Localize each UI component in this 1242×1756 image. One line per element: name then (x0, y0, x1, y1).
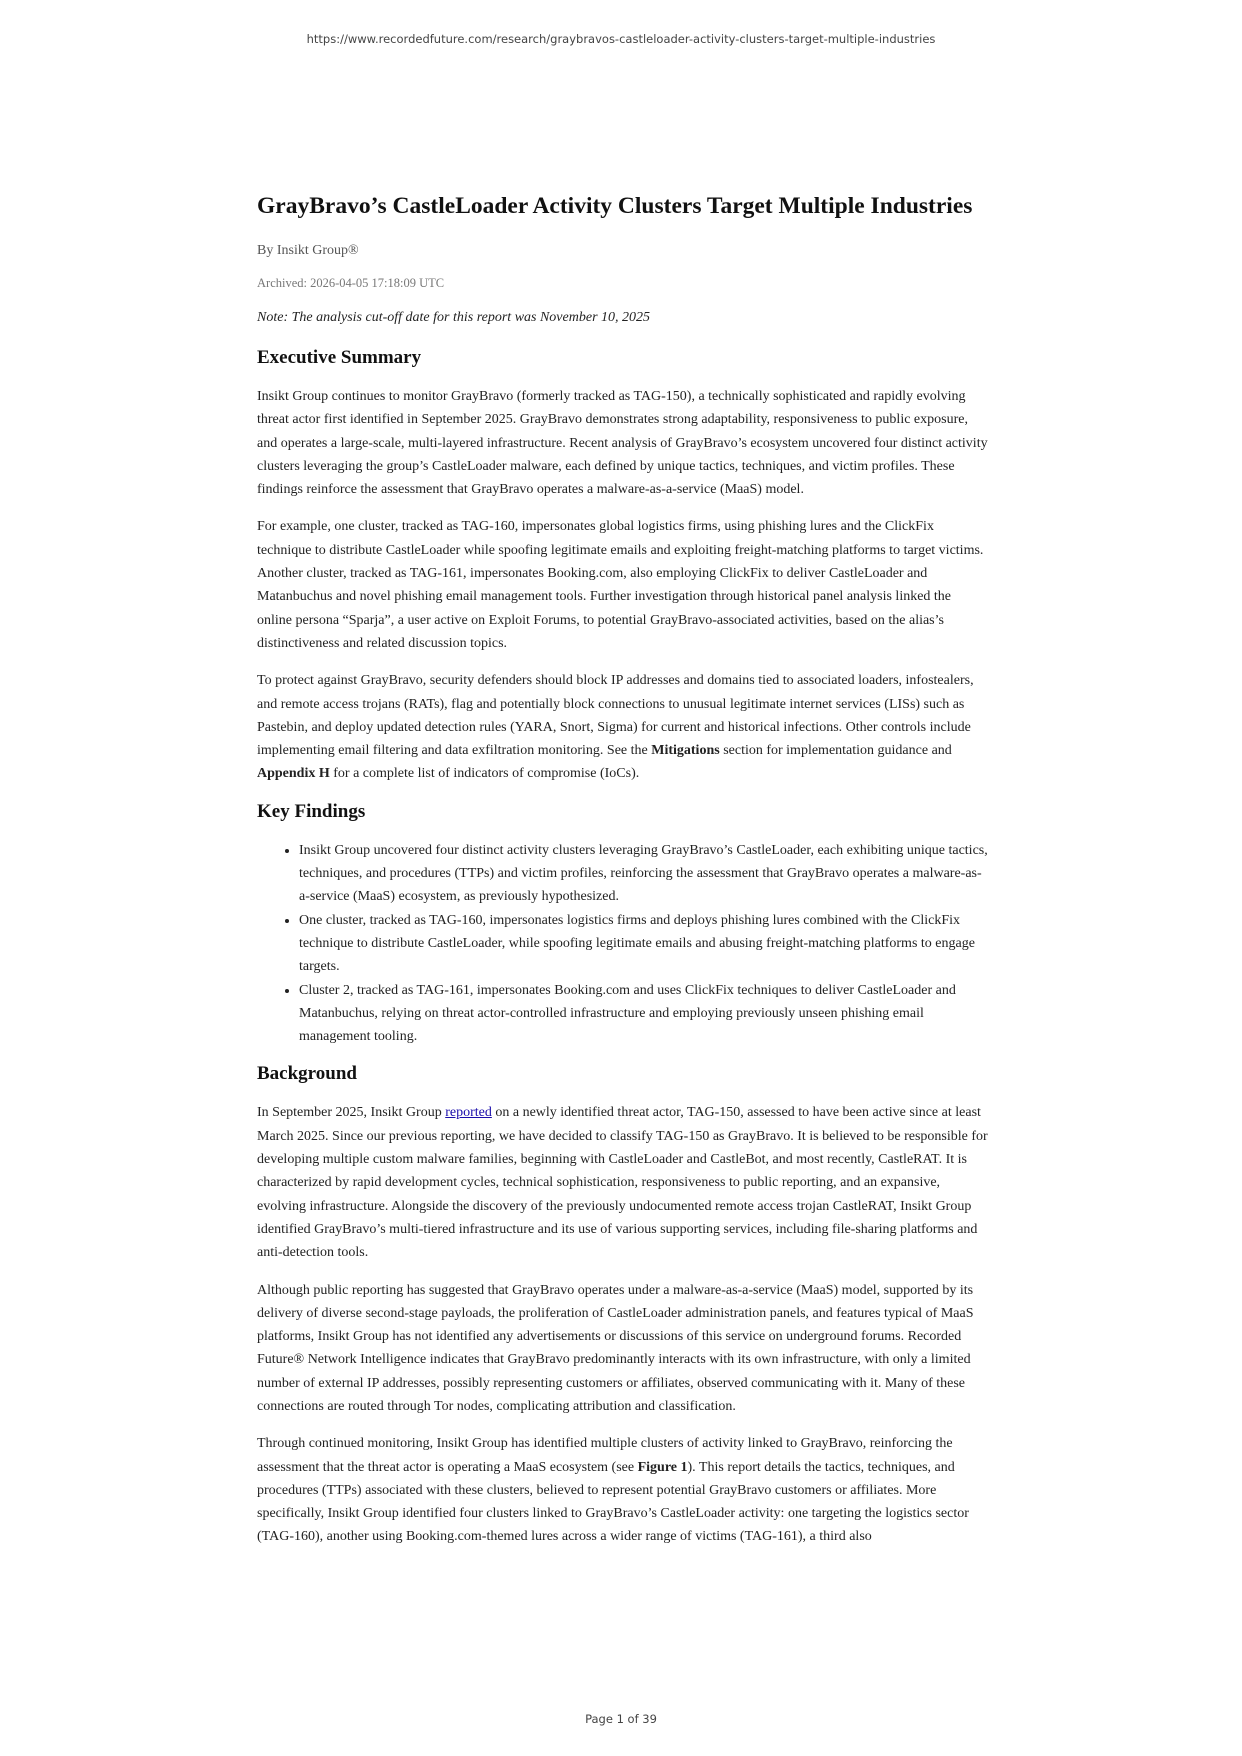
heading-background: Background (257, 1063, 357, 1085)
paragraph (257, 669, 989, 785)
paragraph-text: for a complete list of indicators of compromise (IoCs). (329, 766, 640, 782)
byline: By Insikt Group® (257, 243, 359, 258)
heading-executive-summary: Executive Summary (257, 347, 422, 368)
cutoff-note: Note: The analysis cut-off date for this report was November 10, 2025 (257, 310, 651, 325)
heading-key-findings: Key Findings (257, 800, 366, 822)
archived-timestamp: Archived: 2026-04-05 17:18:09 UTC (257, 276, 445, 290)
paragraph-text: section for implementation guidance and (719, 743, 952, 759)
paragraph (257, 1101, 989, 1264)
figure-1-ref: Figure 1 (637, 1459, 688, 1475)
paragraph: For example, one cluster, tracked as TAG-160, impersonates global logistics firms, using phishing lures and the ClickFix technique to distribute CastleLoader while spoofing legitimate emails and exploiting freight-matching platforms to target victims. Another cluster, tracked as TAG-161, impersonates Booking.com, also employing ClickFix to deliver CastleLoader and Matanbuchus and novel phishing email management tools. Further investigation through historical panel analysis linked the online persona “Sparja”, a user active on Exploit Forums, to potential GrayBravo-associated activities, based on the alias’s distinctiveness and related discussion topics. (257, 519, 984, 651)
appendix-h-ref: Appendix H (257, 766, 330, 782)
paragraph-text: Through continued monitoring, Insikt Group has identified multiple clusters of activity linked to GrayBravo, reinforcing the assessment that the threat actor is operating a MaaS ecosystem (see (257, 1436, 953, 1475)
key-findings-list (257, 839, 989, 1049)
list-item: • Cluster 2, tracked as TAG-161, impersonates Booking.com and uses ClickFix techniques to deliver CastleLoader and Matanbuchus, relying on threat actor-controlled infrastructure and employing previously unseen phishing email management tooling. (299, 979, 989, 1049)
paragraph-text: In September 2025, Insikt Group (257, 1105, 446, 1121)
paragraph-text: To protect against GrayBravo, security defenders should block IP addresses and domains tied to associated loaders, infostealers, and remote access trojans (RATs), flag and potentially block connections to unusual legitimate internet services (LISs) such as Pastebin, and deploy updated detection rules (YARA, Snort, Sigma) for current and historical infections. Other controls include implementing email filtering and data exfiltration monitoring. See the (257, 673, 974, 759)
paragraph: Insikt Group continues to monitor GrayBravo (formerly tracked as TAG-150), a technically sophisticated and rapidly evolving threat actor first identified in September 2025. GrayBravo demonstrates strong adaptability, responsiveness to public exposure, and operates a large-scale, multi-layered infrastructure. Recent analysis of GrayBravo’s ecosystem uncovered four distinct activity clusters leveraging the group’s CastleLoader malware, each defined by unique tactics, techniques, and victim profiles. These findings reinforce the assessment that GrayBravo operates a malware-as-a-service (MaaS) model. (257, 389, 988, 498)
mitigations-ref: Mitigations (651, 743, 720, 759)
paragraph-text: ). This report details the tactics, techniques, and procedures (TTPs) associated with these clusters, believed to represent potential GrayBravo customers or affiliates. More specifically, Insikt Group identified four clusters linked to GrayBravo’s CastleLoader activity: one targeting the logistics sector (TAG-160), another using Booking.com-themed lures across a wider range of victims (TAG-161), a third also (257, 1459, 969, 1545)
list-item: • One cluster, tracked as TAG-160, impersonates logistics firms and deploys phishing lures combined with the ClickFix technique to distribute CastleLoader, while spoofing legitimate emails and abusing freight-matching platforms to engage targets. (299, 909, 989, 979)
paragraph (257, 1432, 989, 1548)
article-title: GrayBravo’s CastleLoader Activity Clusters Target Multiple Industries (257, 193, 973, 219)
reported-link[interactable]: reported (445, 1105, 492, 1121)
paragraph: Although public reporting has suggested that GrayBravo operates under a malware-as-a-service (MaaS) model, supported by its delivery of diverse second-stage payloads, the proliferation of CastleLoader administration panels, and features typical of MaaS platforms, Insikt Group has not identified any advertisements or discussions of this service on underground forums. Recorded Future® Network Intelligence indicates that GrayBravo predominantly interacts with its own infrastructure, with only a limited number of external IP addresses, possibly representing customers or affiliates, observed communicating with it. Many of these connections are routed through Tor nodes, complicating attribution and classification. (257, 1282, 974, 1414)
list-item: • Insikt Group uncovered four distinct activity clusters leveraging GrayBravo’s CastleLoader, each exhibiting unique tactics, techniques, and procedures (TTPs) and victim profiles, reinforcing the assessment that GrayBravo operates a malware-as-a-service (MaaS) ecosystem, as previously hypothesized. (299, 839, 989, 909)
page-number: Page 1 of 39 (585, 1712, 657, 1726)
page-url: https://www.recordedfuture.com/research/graybravos-castleloader-activity-clusters-target-multiple-industries (306, 32, 936, 46)
paragraph-text: on a newly identified threat actor, TAG-150, assessed to have been active since at least March 2025. Since our previous reporting, we have decided to classify TAG-150 as GrayBravo. It is believed to be responsible for developing multiple custom malware families, beginning with CastleLoader and CastleBot, and most recently, CastleRAT. It is characterized by rapid development cycles, technical sophistication, responsiveness to public reporting, and an expansive, evolving infrastructure. Alongside the discovery of the previously undocumented remote access trojan CastleRAT, Insikt Group identified GrayBravo’s multi-tiered infrastructure and its use of various supporting services, including file-sharing platforms and anti-detection tools. (257, 1105, 988, 1261)
article (257, 188, 989, 1549)
